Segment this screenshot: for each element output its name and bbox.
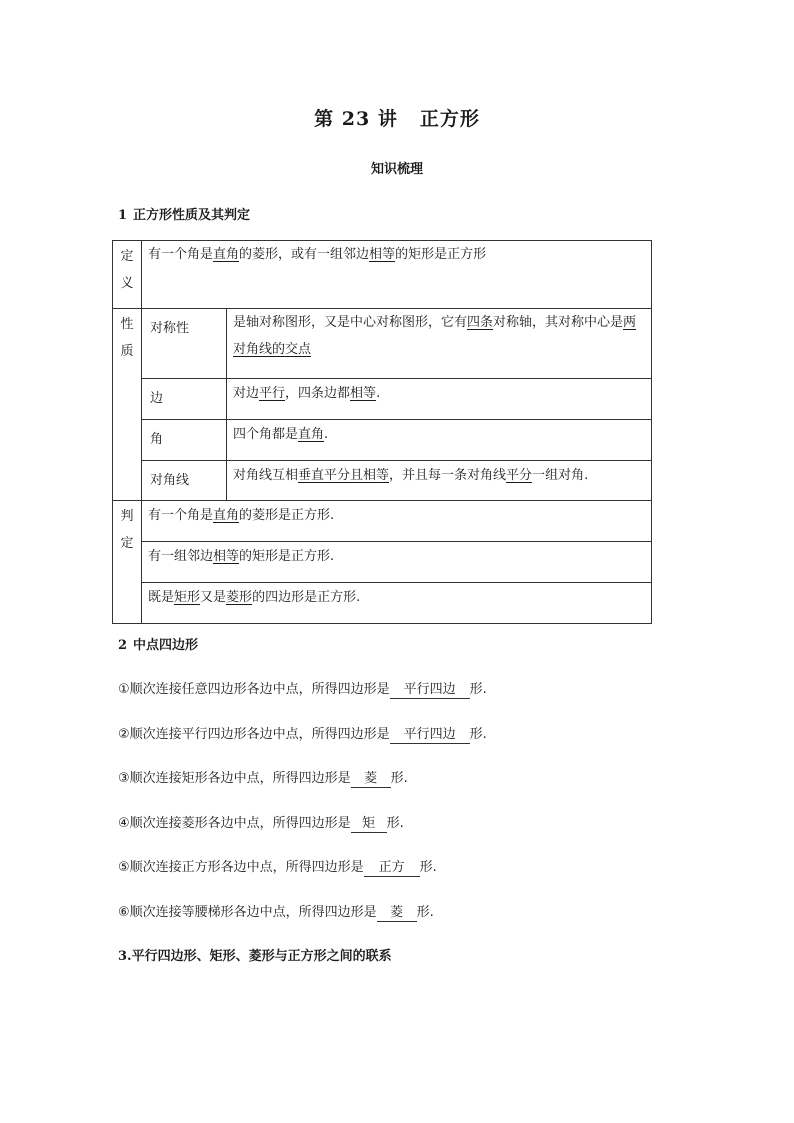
definition-text: 有一个角是直角的菱形，或有一组邻边相等的矩形是正方形 xyxy=(142,241,652,309)
section-2-label: 中点四边形 xyxy=(133,638,199,653)
judgement-row-1 xyxy=(113,501,652,542)
answer-blank: 平行四边 xyxy=(390,682,470,699)
lesson-number: 第 23 讲 xyxy=(314,108,398,130)
property-label: 对称性 xyxy=(142,309,227,379)
property-text: 是轴对称图形，又是中心对称图形，它有四条对称轴，其对称中心是两对角线的交点 xyxy=(227,309,652,379)
category-judgement: 判 定 xyxy=(113,501,142,624)
section-heading-2 xyxy=(118,634,198,653)
midpoint-item-6: ⑥顺次连接等腰梯形各边中点，所得四边形是 菱 形. xyxy=(118,905,434,920)
answer-blank: 菱 xyxy=(377,905,417,922)
section-heading-3: 3.平行四边形、矩形、菱形与正方形之间的联系 xyxy=(118,949,392,964)
property-text: 四个角都是直角. xyxy=(227,420,652,461)
section-subtitle: 知识梳理 xyxy=(370,162,423,177)
property-text: 对边平行，四条边都相等. xyxy=(227,379,652,420)
property-row-sides xyxy=(113,379,652,420)
category-definition: 定 义 xyxy=(113,241,142,309)
property-row-angles xyxy=(113,420,652,461)
midpoint-item-4: ④顺次连接菱形各边中点，所得四边形是 矩 形. xyxy=(118,816,404,831)
section-2-number: 2 xyxy=(118,638,128,653)
judgement-text: 有一组邻边相等的矩形是正方形. xyxy=(142,542,652,583)
midpoint-item-1: ①顺次连接任意四边形各边中点，所得四边形是 平行四边 形. xyxy=(118,682,487,697)
judgement-row-3 xyxy=(113,583,652,624)
property-label: 角 xyxy=(142,420,227,461)
midpoint-item-5: ⑤顺次连接正方形各边中点，所得四边形是 正方 形. xyxy=(118,860,437,875)
section-1-number: 1 xyxy=(118,208,128,223)
section-heading-1 xyxy=(118,204,250,223)
midpoint-item-2: ②顺次连接平行四边形各边中点，所得四边形是 平行四边 形. xyxy=(118,727,487,742)
category-properties: 性 质 xyxy=(113,309,142,501)
judgement-text: 有一个角是直角的菱形是正方形. xyxy=(142,501,652,542)
property-text: 对角线互相垂直平分且相等，并且每一条对角线平分一组对角. xyxy=(227,461,652,501)
answer-blank: 菱 xyxy=(351,771,391,788)
lesson-topic: 正方形 xyxy=(419,108,480,130)
property-label: 边 xyxy=(142,379,227,420)
answer-blank: 正方 xyxy=(364,860,420,877)
page-title xyxy=(0,104,794,131)
answer-blank: 矩 xyxy=(351,816,387,833)
properties-table xyxy=(112,240,652,624)
judgement-text: 既是矩形又是菱形的四边形是正方形. xyxy=(142,583,652,624)
answer-blank: 平行四边 xyxy=(390,727,470,744)
property-row-diagonals xyxy=(113,461,652,501)
property-row-symmetry xyxy=(113,309,652,379)
definition-row xyxy=(113,241,652,309)
section-1-label: 正方形性质及其判定 xyxy=(133,208,251,223)
midpoint-item-3: ③顺次连接矩形各边中点，所得四边形是 菱 形. xyxy=(118,771,408,786)
property-label: 对角线 xyxy=(142,461,227,501)
judgement-row-2 xyxy=(113,542,652,583)
